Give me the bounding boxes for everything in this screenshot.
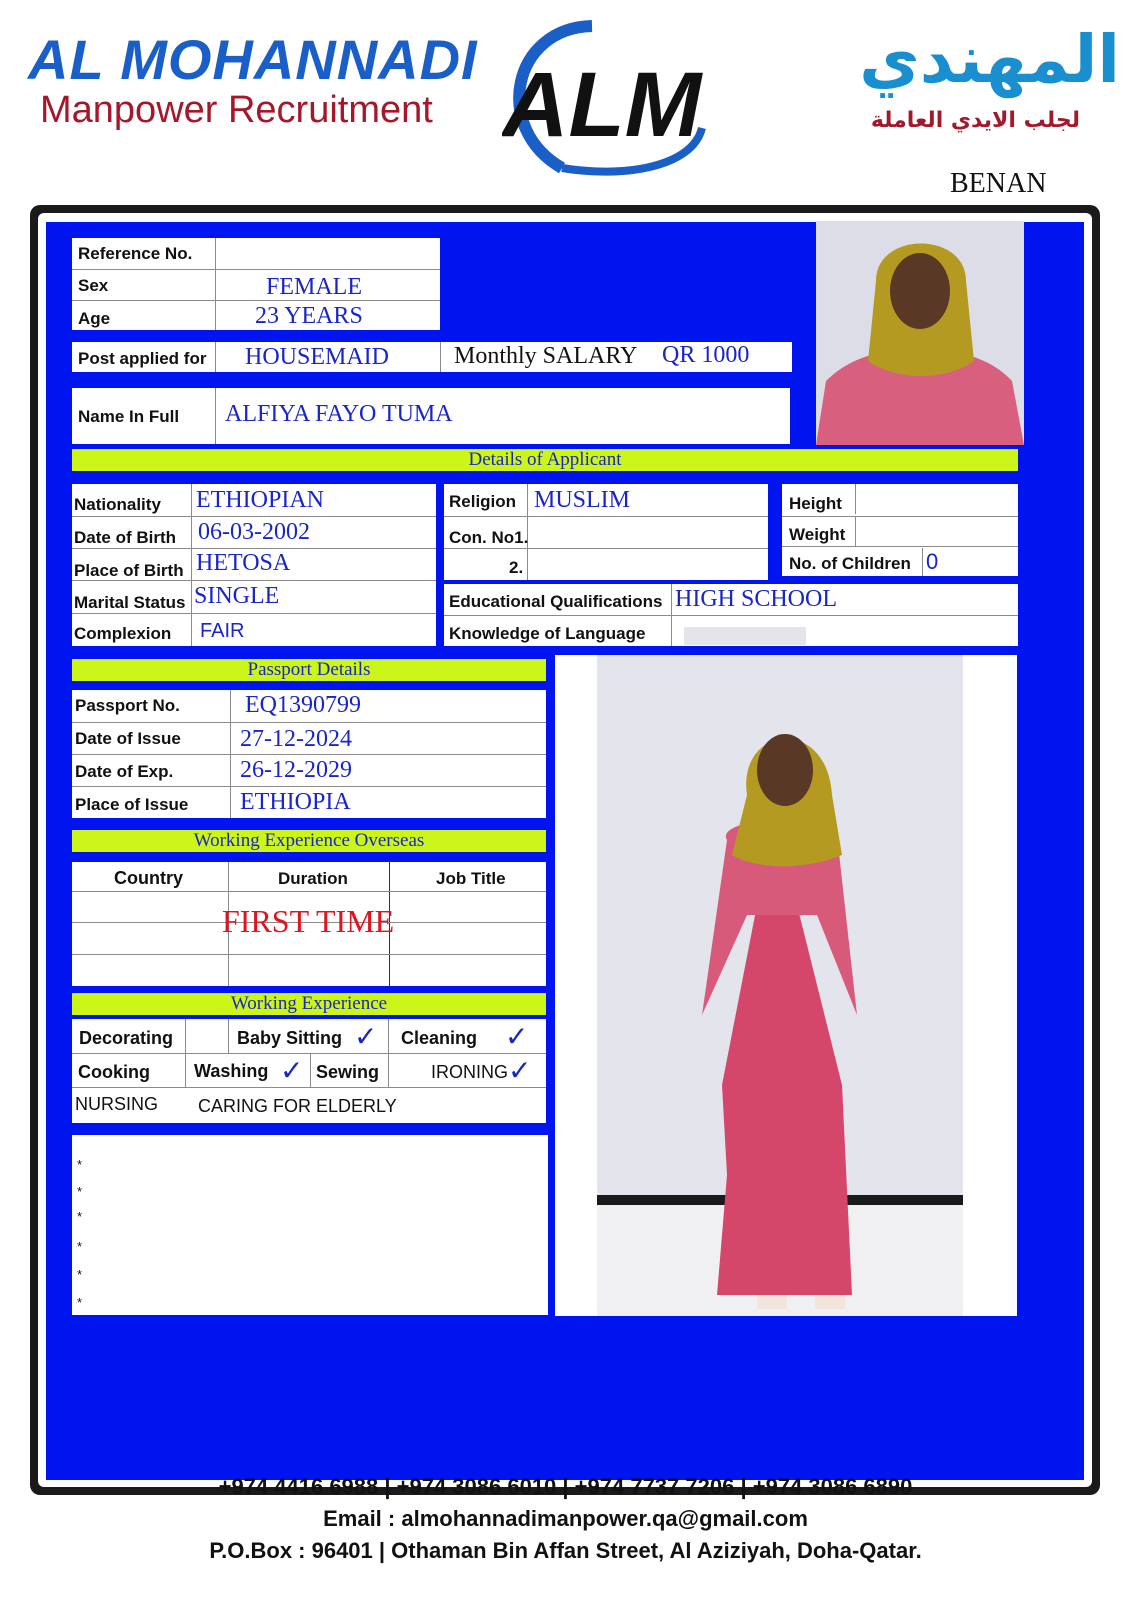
pob-value: HETOSA [196, 550, 291, 576]
full-body-photo [597, 655, 963, 1316]
overseas-section-title: Working Experience Overseas [72, 830, 546, 852]
age-value: 23 YEARS [255, 303, 363, 329]
sex-value: FEMALE [266, 274, 362, 300]
note-bullet: * [77, 1267, 83, 1282]
education-value: HIGH SCHOOL [675, 586, 837, 612]
age-label: Age [78, 309, 111, 328]
nationality-label: Nationality [74, 495, 161, 514]
contact1-label: Con. No1. [449, 528, 529, 547]
post-value: HOUSEMAID [245, 344, 389, 370]
expiry-date-value: 26-12-2029 [240, 757, 352, 783]
first-time-stamp: FIRST TIME [222, 903, 395, 939]
note-bullet: * [77, 1184, 83, 1199]
ironing-check-icon: ✓ [508, 1054, 532, 1087]
brand-name-arabic: المهندي [859, 21, 1120, 98]
issue-place-value: ETHIOPIA [240, 789, 351, 815]
note-bullet: * [77, 1209, 83, 1224]
contact2-label: 2. [509, 558, 524, 577]
weight-label: Weight [789, 525, 846, 544]
marital-value: SINGLE [194, 583, 280, 609]
complexion-label: Complexion [74, 624, 172, 643]
name-label: Name In Full [78, 407, 180, 426]
language-label: Knowledge of Language [449, 624, 646, 643]
children-value: 0 [926, 549, 939, 574]
pob-label: Place of Birth [74, 561, 184, 580]
brand-subtitle: Manpower Recruitment [40, 89, 433, 131]
duration-column-header: Duration [278, 869, 348, 888]
religion-label: Religion [449, 492, 517, 511]
passport-section-title: Passport Details [72, 659, 546, 681]
expiry-date-label: Date of Exp. [75, 762, 174, 781]
notes-box [72, 1135, 548, 1315]
reference-label: Reference No. [78, 244, 193, 263]
job-title-column-header: Job Title [436, 869, 506, 888]
salary-label: Monthly SALARY [454, 343, 638, 369]
children-label: No. of Children [789, 554, 911, 573]
footer-address: P.O.Box : 96401 | Othaman Bin Affan Street, Al Aziziyah, Doha-Qatar. [209, 1538, 922, 1563]
sex-label: Sex [78, 276, 109, 295]
skill-cleaning: Cleaning [401, 1028, 478, 1048]
dob-value: 06-03-2002 [198, 519, 310, 545]
skill-nursing: NURSING [75, 1094, 159, 1114]
name-value: ALFIYA FAYO TUMA [225, 401, 453, 427]
agent-name: BENAN [950, 168, 1047, 199]
education-label: Educational Qualifications [449, 592, 663, 611]
skill-cooking: Cooking [78, 1062, 150, 1082]
brand-name-english: AL MOHANNADI [28, 28, 478, 91]
post-label: Post applied for [78, 349, 207, 368]
marital-label: Marital Status [74, 593, 186, 612]
dob-label: Date of Birth [74, 528, 176, 547]
note-bullet: * [77, 1295, 83, 1310]
religion-value: MUSLIM [534, 487, 631, 513]
baby-sitting-check-icon: ✓ [354, 1020, 378, 1053]
skill-decorating: Decorating [79, 1028, 174, 1048]
skill-baby-sitting: Baby Sitting [237, 1028, 343, 1048]
washing-check-icon: ✓ [280, 1054, 304, 1087]
country-column-header: Country [114, 868, 183, 888]
salary-value: QR 1000 [662, 342, 750, 368]
complexion-value: FAIR [200, 620, 245, 642]
passport-no-value: EQ1390799 [245, 692, 361, 718]
issue-date-label: Date of Issue [75, 729, 181, 748]
logo-text: ALM [502, 54, 702, 156]
skill-sewing: Sewing [316, 1062, 380, 1082]
passport-no-label: Passport No. [75, 696, 180, 715]
issue-place-label: Place of Issue [75, 795, 189, 814]
footer-phones: +974 4416 6988 | +974 3086 6010 | +974 7737 7206 | +974 3086 6890 [218, 1474, 913, 1499]
skill-ironing: IRONING [431, 1062, 509, 1082]
cleaning-check-icon: ✓ [505, 1020, 529, 1053]
footer-email: Email : almohannadimanpower.qa@gmail.com [323, 1506, 808, 1531]
language-value-box [684, 627, 806, 645]
issue-date-value: 27-12-2024 [240, 726, 352, 752]
experience-section-title: Working Experience [72, 993, 546, 1015]
height-label: Height [789, 494, 842, 513]
brand-subtitle-arabic: لجلب الايدي العاملة [870, 108, 1080, 133]
portrait-photo [816, 221, 1024, 445]
skill-washing: Washing [194, 1061, 269, 1081]
note-bullet: * [77, 1239, 83, 1254]
full-body-photo-frame [555, 655, 1017, 1316]
company-logo [502, 18, 732, 178]
nationality-value: ETHIOPIAN [196, 487, 324, 513]
details-section-title: Details of Applicant [72, 449, 1018, 471]
skill-caring-for-elderly: CARING FOR ELDERLY [198, 1096, 397, 1116]
note-bullet: * [77, 1157, 83, 1172]
